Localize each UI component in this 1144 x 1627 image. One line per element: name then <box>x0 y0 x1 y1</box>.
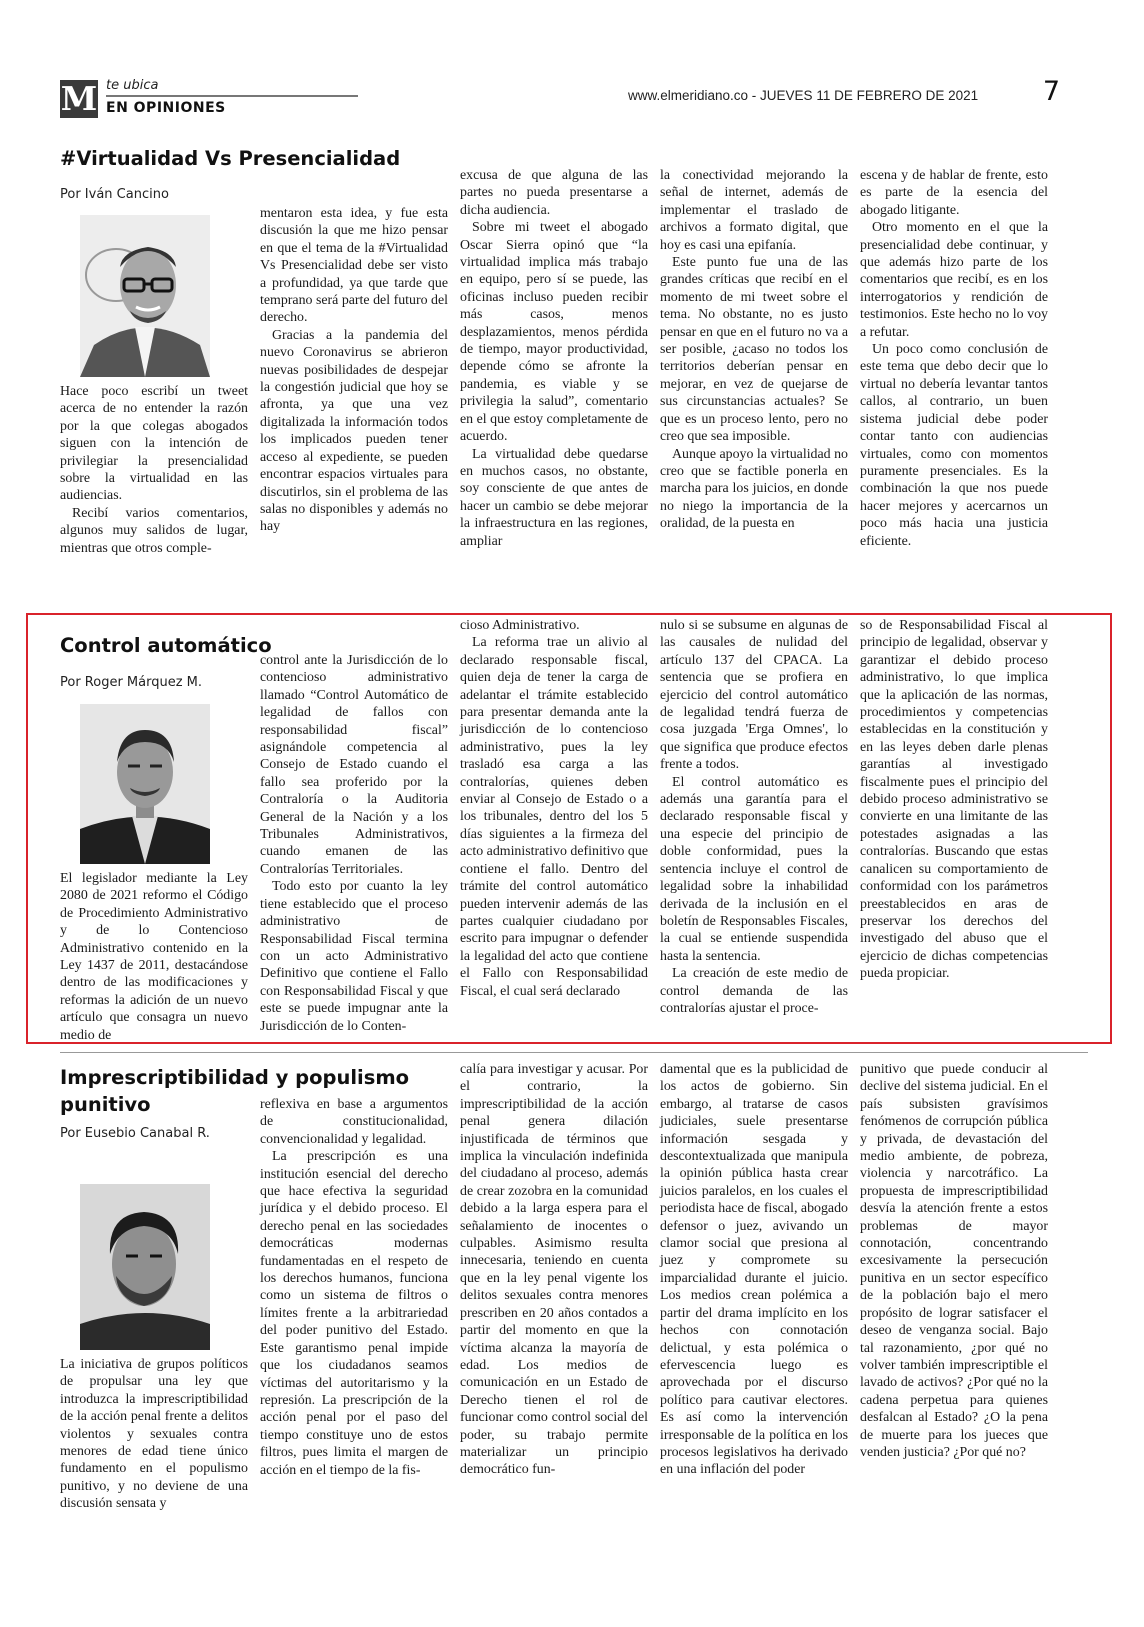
section-name: EN OPINIONES <box>106 100 226 116</box>
author-photo <box>80 704 210 864</box>
article-column <box>660 617 848 1017</box>
newspaper-logo: M <box>60 79 98 118</box>
paragraph: mentaron esta idea, y fue esta discusión la que me hizo pensar en que el tema de la #Virtualidad Vs Presencialidad debe ser visto a profundidad, ya que tarde que temprano será parte del futuro del derecho. <box>260 206 448 326</box>
article-byline: Por Roger Márquez M. <box>60 675 203 690</box>
paragraph: damental que es la publicidad de los actos de gobierno. Sin embargo, al tratarse de casos judiciales, suele presentarse información sesgada y descontextualizada que manipula la opinión pública hasta crear juicios paralelos, en los cuales el periodista hace de fiscal, abogado defensor o juez, avivando un clamor social que presiona al juez y compromete su imparcialidad durante el juicio. Los medios crean polémica a partir del drama implícito en los hechos con connotación delictual, y esta polémica o efervescencia luego es aprovechada por el discurso político para cautivar electores. Es así como la intervención irresponsable de la política en los procesos legislativos ha derivado en una inflación del poder <box>660 1062 848 1478</box>
author-portrait-icon <box>80 1184 210 1350</box>
paragraph: so de Responsabilidad Fiscal al principio de legalidad, observar y garantizar el debido proceso administrativo, lo que implica que la aplicación de las normas, procedimientos y competencias establecidas en la constitución y en las leyes deben darle plenas garantías al investigado fiscalmente pues el principio del debido proceso administrativo se convierte en una limitante de las potestades asignadas a las contralorías. Buscando que estas canalicen su comportamiento de conformidad con los parámetros preestablecidos en aras de preservar los derechos del investigado del abuso que el ejercicio de dichas competencias pueda propiciar. <box>860 618 1048 982</box>
paragraph: la conectividad mejorando la señal de internet, además de implementar el traslado de archivos a formato digital, que hoy es casi una epifanía. <box>660 168 848 253</box>
section-divider <box>60 1052 1088 1053</box>
article-byline: Por Iván Cancino <box>60 187 169 202</box>
article-column <box>860 617 1048 983</box>
paragraph: Otro momento en el que la presencialidad debe continuar, y que además hizo parte de los comentarios que recibí, es en los interrogatorios y rendición de testimonios. Este hecho no lo voy a refutar. <box>860 220 1048 340</box>
article-title: Imprescriptibilidad y populismo punitivo <box>60 1066 410 1116</box>
article-imprescriptibilidad <box>60 1062 1100 1606</box>
header-divider <box>106 95 358 97</box>
article-column <box>660 1061 848 1479</box>
article-title: #Virtualidad Vs Presencialidad <box>60 147 401 170</box>
paragraph: Gracias a la pandemia del nuevo Coronavirus se abrieron nuevas posibilidades de despejar la congestión judicial que hoy se afronta, ya que una vez digitalizada la información todos los implicados pueden tener acceso al expediente, se pueden encontrar espacios virtuales para discutirlos, sin el problema de las salas no disponibles y además no hay <box>260 327 448 535</box>
paragraph: Hace poco escribí un tweet acerca de no entender la razón por la que colegas abogados siguen con la intención de privilegiar la presencialidad sobre la virtualidad en las audiencias. <box>60 384 248 504</box>
page-header <box>58 76 1088 126</box>
article-column <box>260 1096 448 1479</box>
article-column <box>860 167 1048 550</box>
paragraph: Aunque apoyo la virtualidad no creo que se factible ponerla en marcha para los juicios, en donde no niego la importancia de la oralidad, de la puesta en <box>660 446 848 532</box>
paragraph: Un poco como conclusión de este tema que debo decir que lo virtual no debería levantar tantos callos, al contrario, un buen sistema judicial debe poder contar tanto con audiencias virtuales, como con momentos puramente presenciales. Es la combinación la que nos puede hacer mejores y acercarnos un poco más hacia una justicia eficiente. <box>860 342 1048 549</box>
paragraph: reflexiva en base a argumentos de constitucionalidad, convencionalidad y legalidad. <box>260 1097 448 1147</box>
article-virtualidad <box>60 145 1100 585</box>
article-column <box>60 1356 248 1513</box>
paragraph: Recibí varios comentarios, algunos muy salidos de lugar, mientras que otros comple- <box>60 505 248 556</box>
article-column <box>60 870 248 1044</box>
author-portrait-icon <box>80 704 210 864</box>
author-photo <box>80 215 210 377</box>
paragraph: calía para investigar y acusar. Por el contrario, la imprescriptibilidad de la acción penal genera dilación injustificada de términos que implica la vinculación indefinida del ciudadano al proceso, además de crear zozobra en la comunidad debido a la larga espera para el señalamiento de inocentes o culpables. Asimismo resulta innecesaria, teniendo en cuenta que en la ley penal vigente los delitos sexuales contra menores prescriben en 20 años contados a partir del momento en que la víctima alcanza la mayoría de edad. Los medios de comunicación en un Estado de Derecho tienen el rol de funcionar como control social del poder, su trabajo permite materializar un principio democrático fun- <box>460 1062 648 1478</box>
article-column <box>860 1061 1048 1461</box>
author-portrait-icon <box>80 215 210 377</box>
paragraph: escena y de hablar de frente, esto es parte de la esencia del abogado litigante. <box>860 168 1048 218</box>
page-number: 7 <box>1042 76 1060 107</box>
article-title: Control automático <box>60 634 272 657</box>
article-column <box>460 1061 648 1479</box>
paragraph: La reforma trae un alivio al declarado responsable fiscal, quien deja de tener la carga de adelantar el trámite establecido para presentar demanda ante la jurisdicción de lo contencioso administrativo, pues la ley trasladó esa carga a las contralorías, quienes deben enviar al Consejo de Estado o a los tribunales, dentro del los 5 días siguientes a la firmeza del acto administrativo definitivo que contiene el fallo. Dentro del trámite del control automático pueden intervenir además de las partes cualquier ciudadano por escrito para impugnar o defender la legalidad del acto que contiene el Fallo con Responsabilidad Fiscal, el cual será declarado <box>460 635 648 999</box>
article-column <box>660 167 848 533</box>
paragraph: control ante la Jurisdicción de lo contencioso administrativo llamado “Control Automático de legalidad de fallos con responsabilidad fiscal” asignándole competencia al Consejo de Estado cuando el fallo sea proferido por la Contraloría o la Auditoria General de la Nación y a los Tribunales Administrativos, cuando emanen de las Contralorías Territoriales. <box>260 653 448 877</box>
logo-tagline: te ubica <box>106 78 159 93</box>
paragraph: nulo si se subsume en algunas de las causales de nulidad del artículo 137 del CPACA. La sentencia que se profiera en ejercicio del control automático de legalidad tendrá fuerza de cosa juzgada 'Erga Omnes', lo que significa que produce efectos frente a todos. <box>660 618 848 773</box>
paragraph: Este punto fue una de las grandes críticas que recibí en el momento de mi tweet sobre el tema. No obstante, no es justo pensar en que en el futuro no va a ser posible, ¿acaso no todos los territorios deberían pensar en mejorar, en vez de quejarse de sus circunstancias actuales? Se que es un proceso lento, pero no creo que sea imposible. <box>660 255 848 445</box>
paragraph: La virtualidad debe quedarse en muchos casos, no obstante, soy consciente de que antes de hacer un cambio se debe mejorar la infraestructura en las regiones, ampliar <box>460 446 648 549</box>
article-control-automatico <box>60 618 1100 1043</box>
dateline: www.elmeridiano.co - JUEVES 11 DE FEBRERO DE 2021 <box>628 88 979 103</box>
author-photo <box>80 1184 210 1350</box>
article-column <box>260 205 448 536</box>
article-column <box>260 652 448 1035</box>
paragraph: El legislador mediante la Ley 2080 de 2021 reformo el Código de Procedimiento Administrativo y de lo Contencioso Administrativo contenido en la Ley 1437 de 2011, destacándose dentro de las modificaciones y reformas la adición de un nuevo artículo que consagra un nuevo medio de <box>60 871 248 1043</box>
paragraph: La iniciativa de grupos políticos de propulsar una ley que introduzca la imprescriptibilidad de la acción penal frente a delitos violentos y sexuales contra menores de edad tiene único fundamento en el populismo punitivo, y no deviene de una discusión sensata y <box>60 1357 248 1512</box>
paragraph: La creación de este medio de control demanda de las contralorías ajustar el proce- <box>660 966 848 1016</box>
paragraph: Sobre mi tweet el abogado Oscar Sierra opinó que “la virtualidad implica más trabajo en equipo, pero sí se puede, las oficinas incluso pueden recibir más casos, menos desplazamientos, menos pérdida de tiempo, mayor productividad, depende cómo se afronte la pandemia, es viable y se privilegia la salud”, comentario en el que estoy completamente de acuerdo. <box>460 220 648 445</box>
article-column <box>460 617 648 1000</box>
paragraph: La prescripción es una institución esencial del derecho que hace efectiva la seguridad jurídica y el debido proceso. El derecho penal en las sociedades democráticas modernas fundamentadas en el respeto de los derechos humanos, funciona como un sistema de filtros o límites frente a la arbitrariedad del poder punitivo del Estado. Este garantismo penal impide que los ciudadanos seamos víctimas del autoritarismo y la represión. La prescripción de la acción penal por el paso del tiempo constituye uno de estos filtros, pues limita el margen de acción en el tiempo de la fis- <box>260 1149 448 1478</box>
paragraph: excusa de que alguna de las partes no pueda presentarse a dicha audiencia. <box>460 168 648 218</box>
paragraph: Todo esto por cuanto la ley tiene establecido que el proceso administrativo de Responsabilidad Fiscal termina con un acto Administrativo Definitivo que contiene el Fallo con Responsabilidad Fiscal y que este se puede impugnar ante la Jurisdicción de lo Conten- <box>260 879 448 1034</box>
article-byline: Por Eusebio Canabal R. <box>60 1126 210 1141</box>
paragraph: El control automático es además una garantía para el declarado responsable fiscal y una especie del principio de doble conformidad, pues la sentencia incluye el control de legalidad sobre la inhabilidad derivada de la inclusión en el boletín de Responsables Fiscales, la cual se entiende suspendida hasta la sentencia. <box>660 774 848 964</box>
paragraph: cioso Administrativo. <box>460 618 580 633</box>
article-column <box>60 383 248 557</box>
paragraph: punitivo que puede conducir al declive del sistema judicial. En el país subsisten gravísimos fenómenos de corrupción pública y privada, de devastación del medio ambiente, de pobreza, violencia y narcotráfico. La propuesta de imprescriptibilidad desvía la atención frente a estos problemas de mayor connotación, concentrando excesivamente la persecución punitiva en un sector específico de la población bajo el mero propósito de lograr satisfacer el deseo de venganza social. Bajo tal razonamiento, ¿por qué no volver también imprescriptible el lavado de activos? ¿Por qué no la cadena perpetua para quienes desfalcan al Estado? ¿O la pena de muerte para los jueces que venden justicia? ¿Por qué no? <box>860 1062 1048 1460</box>
article-column <box>460 167 648 550</box>
